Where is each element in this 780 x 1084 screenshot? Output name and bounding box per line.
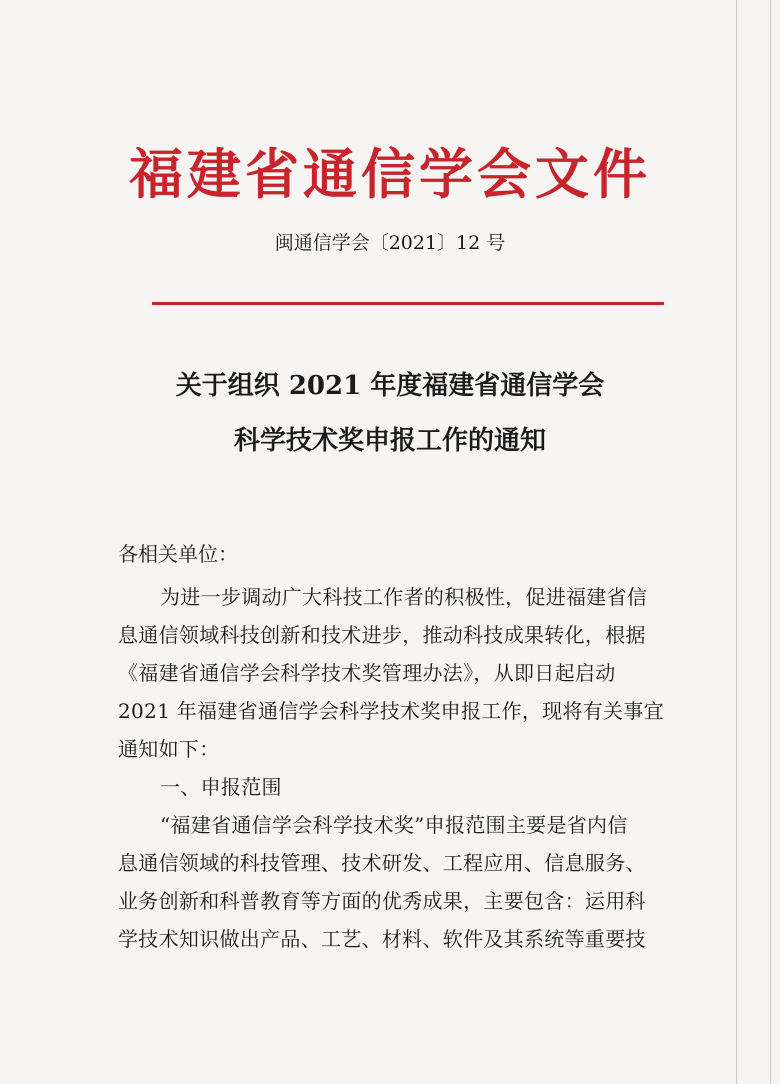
notice-title-line-2: 科学技术奖申报工作的通知 — [233, 426, 546, 456]
body-line: 《福建省通信学会科学技术奖管理办法》，从即日起启动 — [118, 661, 616, 685]
section-heading: 一、申报范围 — [160, 775, 282, 799]
document-number: 闽通信学会〔2021〕12 号 — [274, 232, 506, 254]
body-line: 息通信领域的科技管理、技术研发、工程应用、信息服务、 — [118, 851, 646, 875]
body-line: “福建省通信学会科学技术奖”申报范围主要是省内信 — [160, 813, 628, 837]
red-divider — [152, 302, 664, 305]
body-line: 学技术知识做出产品、工艺、材料、软件及其系统等重要技 — [118, 927, 646, 951]
addressee: 各相关单位： — [118, 542, 238, 566]
body-line: 业务创新和科普教育等方面的优秀成果，主要包含：运用科 — [118, 889, 646, 913]
body-line: 息通信领域科技创新和技术进步，推动科技成果转化，根据 — [118, 623, 646, 647]
notice-title-line-1: 关于组织 2021 年度福建省通信学会 — [175, 371, 605, 401]
body-line: 通知如下： — [118, 737, 220, 761]
body-line: 为进一步调动广大科技工作者的积极性，促进福建省信 — [160, 585, 648, 609]
notice-body — [118, 578, 678, 958]
issuer-title: 福建省通信学会文件 — [129, 142, 651, 206]
body-line: 2021 年福建省通信学会科学技术奖申报工作，现将有关事宜 — [118, 699, 664, 723]
